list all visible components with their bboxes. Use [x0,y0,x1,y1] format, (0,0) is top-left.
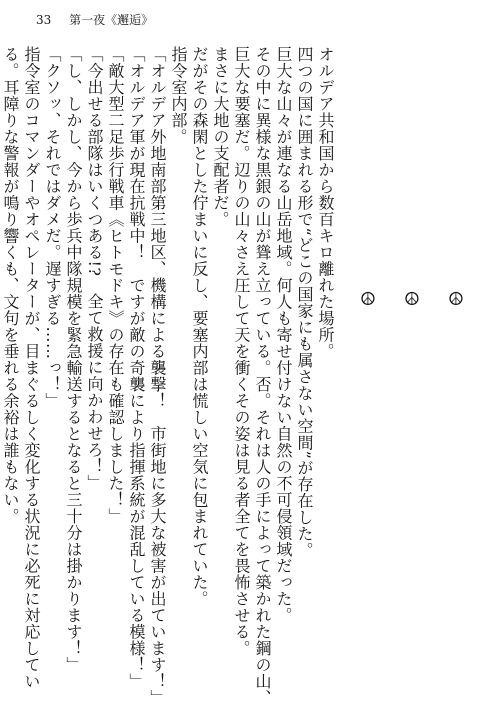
text-line: 指令室のコマンダーやオペレーターが、目まぐるしく変化する状況に必死に対応してい [22,46,41,690]
text-line: だがその森閑とした佇まいに反し、要塞内部は慌しい空気に包まれていた。 [190,46,209,607]
section-break-ornaments [358,290,468,314]
text-line: 「クソッ、それではダメだ。遅すぎる……っ！」 [43,46,62,409]
vertical-body-text [1,46,336,706]
text-line: 「し、しかし、今から歩兵中隊規模を緊急輸送するとなると三十分は掛かります！」 [64,46,83,673]
chapter-title: 第一夜《邂逅》 [69,13,154,27]
text-line: る。耳障りな警報が鳴り響くも、文句を垂れる余裕は誰もない。 [1,46,20,525]
peace-symbol-icon: ☮ [403,289,421,310]
text-line: 「敵大型二足歩行戦車《ヒトモドキ》の存在も確認しました！」 [106,46,125,525]
text-line: その中に異様な黒銀の山が聳え立っている。否。それは人の手によって築かれた鋼の山、 [253,46,272,706]
text-line: まさに大地の支配者だ。 [211,46,230,228]
peace-symbol-icon: ☮ [447,289,465,310]
text-line: オルデア共和国から数百キロ離れた場所。 [316,46,335,360]
text-line: 「オルデア外地南部第三地区、機構による襲撃！ 市街地に多大な被害が出ています！」 [148,46,167,706]
text-line: 「オルデア軍が現在抗戦中！ ですが敵の奇襲により指揮系統が混乱している模様！」 [127,46,146,690]
page-header [36,12,153,28]
text-line: 「今出せる部隊はいくつある!? 全て救援に向かわせろ！」 [85,46,104,492]
text-line: 巨大な要塞だ。辺りの山々さえ圧して天を衝くその姿は見る者全てを畏怖させる。 [232,46,251,657]
text-line: 指令室内部。 [169,46,188,145]
peace-symbol-icon: ☮ [359,289,377,310]
text-line: 巨大な山々が連なる山岳地域。何人も寄せ付けない自然の不可侵領域だった。 [274,46,293,624]
page-number: 33 [36,13,52,27]
text-line: 四つの国に囲まれる形で“どこの国家にも属さない空間”が存在した。 [295,46,314,559]
